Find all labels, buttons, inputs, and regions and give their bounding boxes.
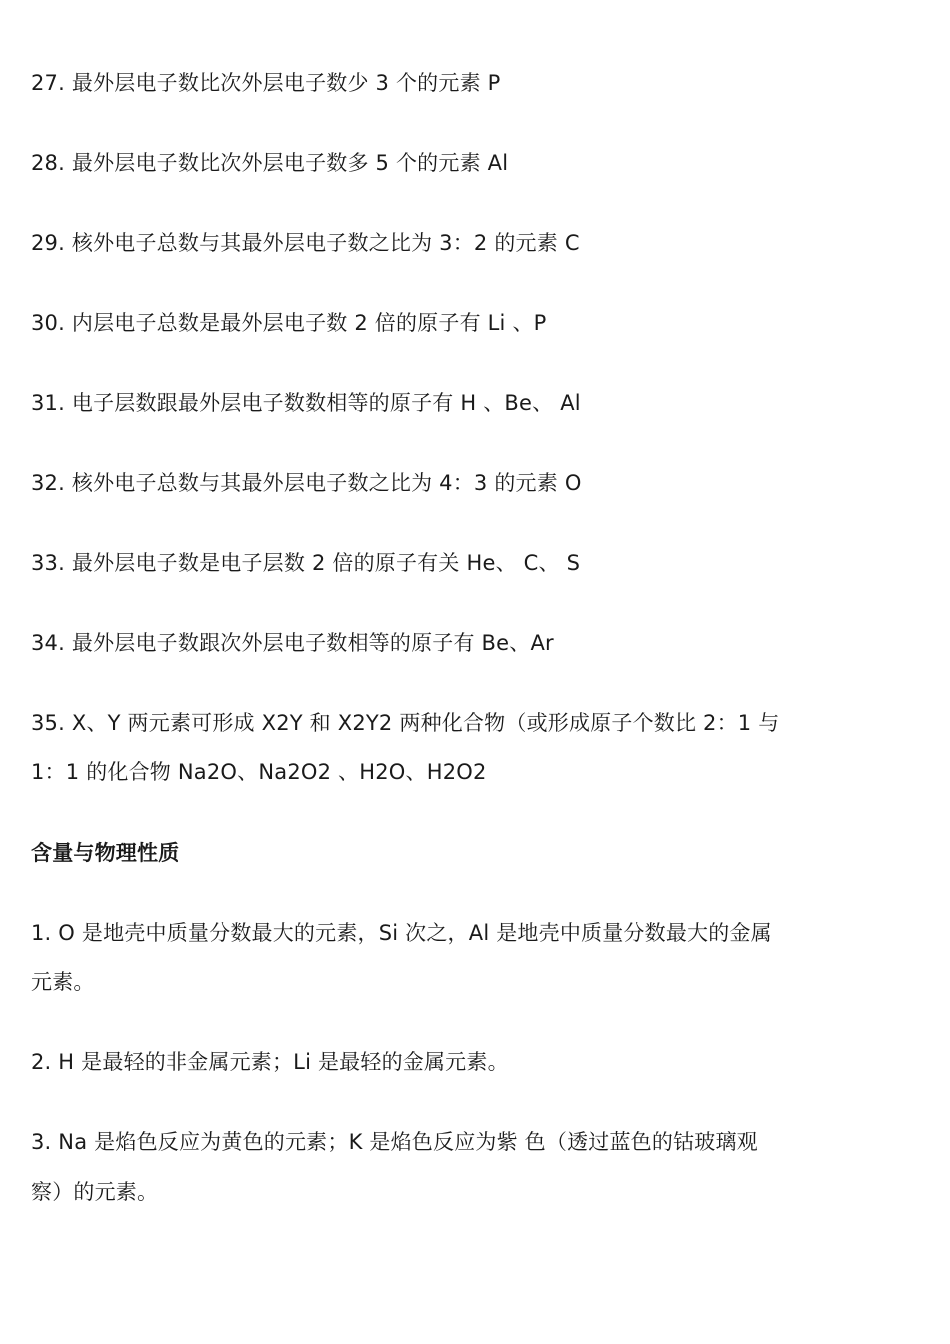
item-35-line-2: 1：1 的化合物 Na2O、Na2O2 、H2O、H2O2 bbox=[31, 760, 487, 784]
fact-1-line-1: 1. O 是地壳中质量分数最大的元素，Si 次之，Al 是地壳中质量分数最大的金属 bbox=[31, 921, 772, 945]
item-29: 29. 核外电子总数与其最外层电子数之比为 3：2 的元素 C bbox=[31, 231, 580, 255]
item-32: 32. 核外电子总数与其最外层电子数之比为 4：3 的元素 O bbox=[31, 471, 582, 495]
fact-1-line-2: 元素。 bbox=[31, 970, 95, 994]
item-27: 27. 最外层电子数比次外层电子数少 3 个的元素 P bbox=[31, 71, 501, 95]
section-heading: 含量与物理性质 bbox=[31, 841, 180, 865]
item-30: 30. 内层电子总数是最外层电子数 2 倍的原子有 Li 、P bbox=[31, 311, 547, 335]
item-35-line-1: 35. X、Y 两元素可形成 X2Y 和 X2Y2 两种化合物（或形成原子个数比 2：1 与 bbox=[31, 711, 780, 735]
item-33: 33. 最外层电子数是电子层数 2 倍的原子有关 He、 C、 S bbox=[31, 551, 581, 575]
item-31: 31. 电子层数跟最外层电子数数相等的原子有 H 、Be、 Al bbox=[31, 391, 581, 415]
fact-3-line-2: 察）的元素。 bbox=[31, 1180, 159, 1204]
item-34: 34. 最外层电子数跟次外层电子数相等的原子有 Be、Ar bbox=[31, 631, 554, 655]
fact-3-line-1: 3. Na 是焰色反应为黄色的元素；K 是焰色反应为紫 色（透过蓝色的钴玻璃观 bbox=[31, 1130, 758, 1154]
item-28: 28. 最外层电子数比次外层电子数多 5 个的元素 Al bbox=[31, 151, 509, 175]
fact-2: 2. H 是最轻的非金属元素；Li 是最轻的金属元素。 bbox=[31, 1050, 509, 1074]
